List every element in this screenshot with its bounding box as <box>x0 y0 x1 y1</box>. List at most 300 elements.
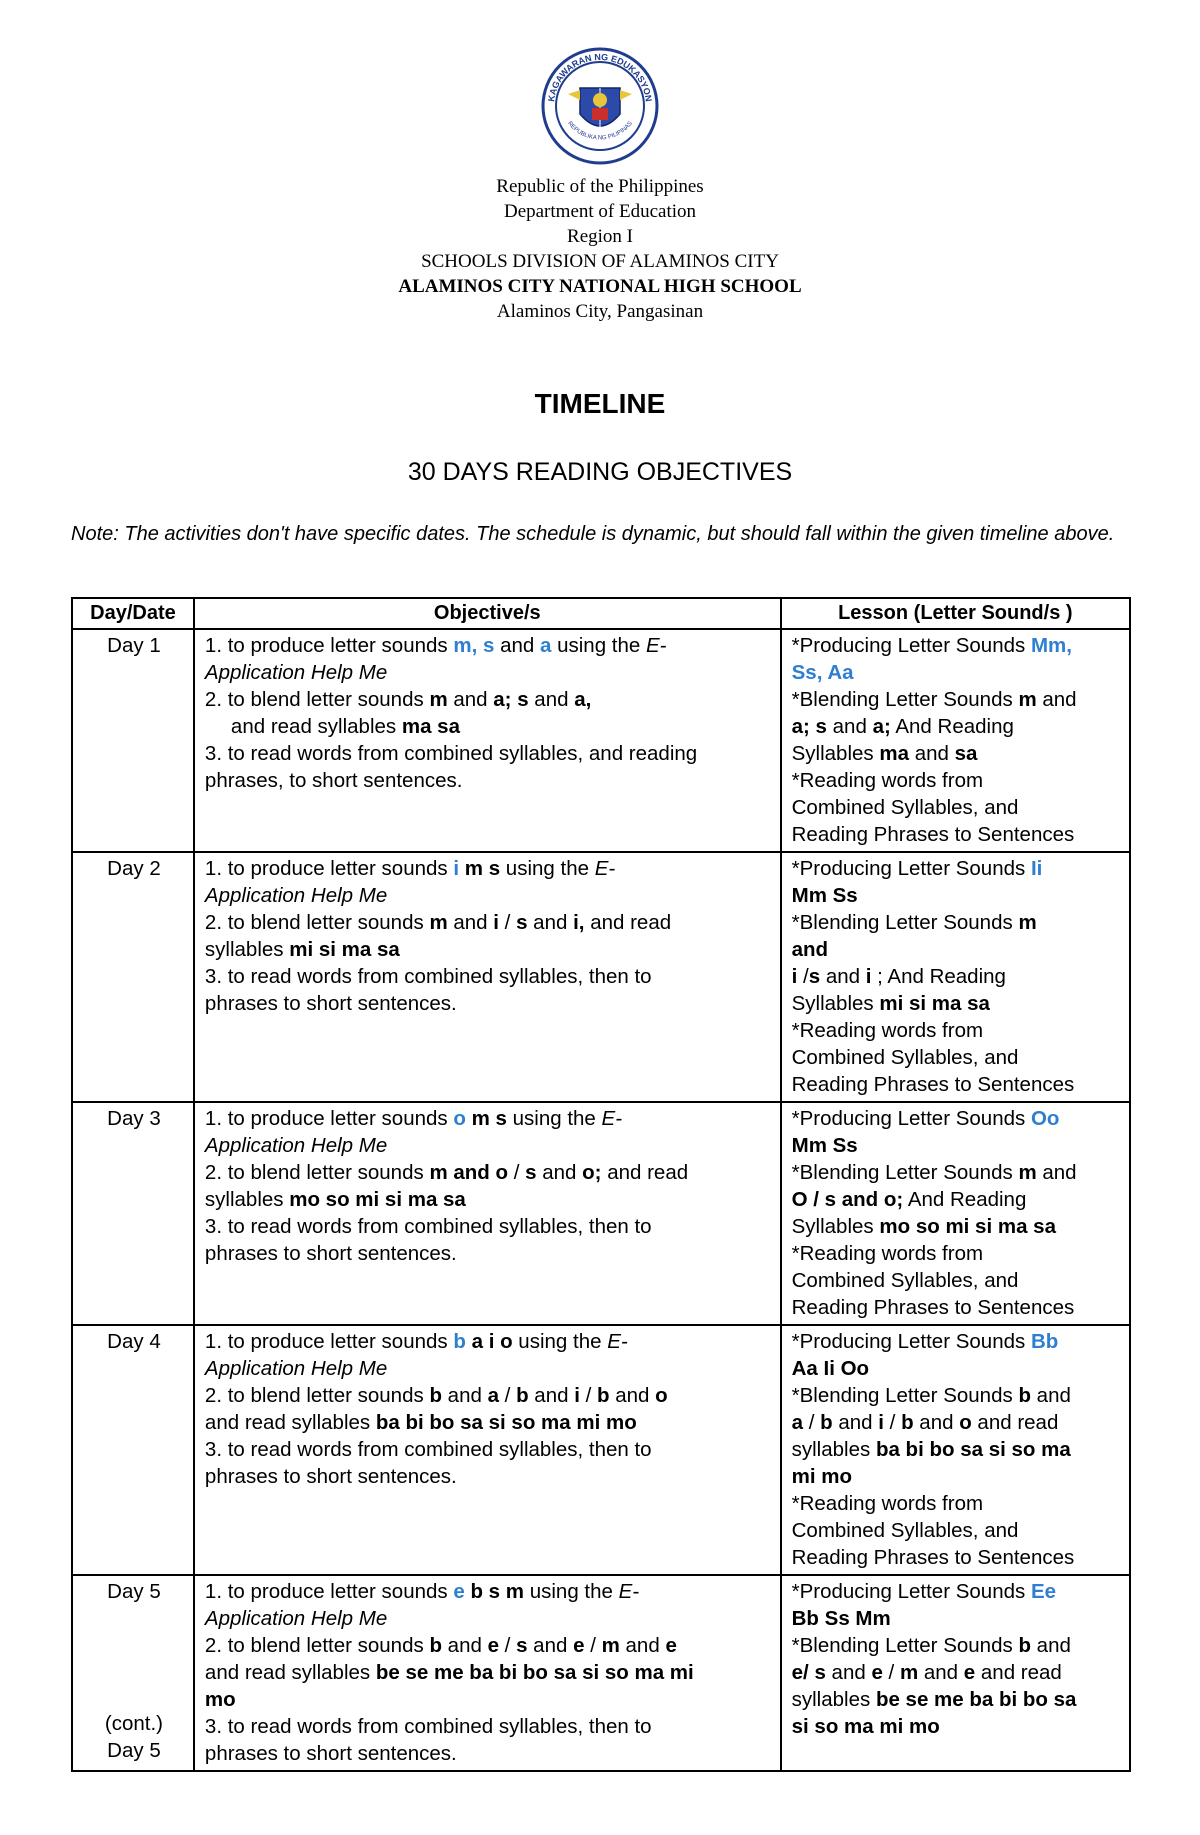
text-run: i <box>493 911 499 934</box>
text-line <box>205 1436 772 1463</box>
text-run: b s m <box>470 1580 525 1603</box>
text-line <box>205 713 772 740</box>
text-run: e/ <box>791 1661 809 1684</box>
text-run: 1. to produce letter sounds <box>204 1107 454 1130</box>
text-line <box>792 882 1121 909</box>
text-run: And Reading <box>903 1188 1027 1211</box>
text-run: Aa Ii Oo <box>791 1357 870 1380</box>
text-run: and <box>447 688 494 711</box>
table-row <box>72 629 1130 852</box>
text-run: syllables <box>791 1438 876 1461</box>
text-run: Mm Ss <box>791 1134 858 1157</box>
text-run: mo <box>204 1688 236 1711</box>
text-line <box>205 1328 772 1355</box>
text-line <box>792 855 1121 882</box>
text-run: 3. to read words from combined syllables, and reading <box>204 742 698 765</box>
text-run: o <box>959 1411 972 1434</box>
text-run: / <box>498 911 517 934</box>
text-line <box>792 1159 1121 1186</box>
text-run: 3. to read words from combined syllables, then to <box>204 1438 652 1461</box>
text-run: 3. to read words from combined syllables, then to <box>204 1715 652 1738</box>
column-header-objectives: Objective/s <box>194 598 781 629</box>
text-run: Mm, <box>1030 634 1072 657</box>
text-run: s <box>814 1661 826 1684</box>
text-run: Combined Syllables, and <box>791 796 1019 819</box>
table-row <box>72 1102 1130 1325</box>
text-run: mi si ma sa <box>289 938 400 961</box>
text-line <box>205 1159 772 1186</box>
text-run: e <box>487 1634 499 1657</box>
text-line <box>792 1267 1121 1294</box>
timeline-table <box>71 597 1131 1772</box>
text-run: and <box>494 634 540 657</box>
letterhead-school: ALAMINOS CITY NATIONAL HIGH SCHOOL <box>398 276 802 297</box>
text-run: sa <box>954 742 978 765</box>
text-run: 2. to blend letter sounds <box>204 911 430 934</box>
text-line <box>792 821 1121 848</box>
text-line <box>792 909 1121 936</box>
text-run: e <box>963 1661 976 1684</box>
text-run: *Reading words from <box>791 769 984 792</box>
text-run: *Reading words from <box>791 1019 984 1042</box>
text-run: Combined Syllables, and <box>791 1269 1019 1292</box>
text-run: and <box>1030 1634 1071 1657</box>
text-line <box>792 963 1121 990</box>
text-run: si so ma mi mo <box>791 1715 940 1738</box>
day-label: Day 5 <box>107 1580 161 1603</box>
text-run: / <box>797 965 809 988</box>
text-line <box>205 1240 772 1267</box>
text-run: m <box>429 911 448 934</box>
column-header-day: Day/Date <box>72 598 194 629</box>
text-line <box>205 1409 772 1436</box>
text-line <box>792 1105 1121 1132</box>
text-line <box>205 990 772 1017</box>
text-run: using the <box>524 1580 619 1603</box>
text-run: *Blending Letter Sounds <box>791 911 1019 934</box>
text-run: Application Help Me <box>204 661 388 684</box>
text-run: i <box>878 1411 884 1434</box>
text-run: be se me ba bi bo sa <box>875 1688 1077 1711</box>
text-run: o <box>655 1384 668 1407</box>
text-run: 1. to produce letter sounds <box>204 1580 454 1603</box>
text-line <box>205 1186 772 1213</box>
text-line <box>792 1713 1121 1740</box>
letterhead-region: Region I <box>567 226 633 247</box>
text-line <box>205 1578 772 1605</box>
text-line <box>205 1659 772 1686</box>
text-run: 1. to produce letter sounds <box>204 1330 454 1353</box>
text-line <box>205 1713 772 1740</box>
text-run: m <box>899 1661 919 1684</box>
text-run: m <box>429 688 448 711</box>
text-run: b <box>901 1411 914 1434</box>
text-run: b <box>453 1330 466 1353</box>
table-row <box>72 852 1130 1102</box>
text-run: Ss, Aa <box>791 661 854 684</box>
text-run: Syllables <box>791 992 880 1015</box>
day-continued-label: (cont.) <box>104 1712 164 1735</box>
text-run: syllables <box>204 1188 290 1211</box>
text-run: Reading Phrases to Sentences <box>791 823 1075 846</box>
text-run: and read syllables <box>204 1411 376 1434</box>
text-run: *Producing Letter Sounds <box>791 1580 1031 1603</box>
text-run: Oo <box>1030 1107 1060 1130</box>
objectives-cell <box>194 629 781 852</box>
text-run: 3. to read words from combined syllables, then to <box>204 1215 652 1238</box>
text-line <box>205 767 772 794</box>
text-run: Reading Phrases to Sentences <box>791 1296 1075 1319</box>
text-line <box>792 990 1121 1017</box>
text-run: *Producing Letter Sounds <box>791 634 1031 657</box>
text-line <box>792 1436 1121 1463</box>
text-line <box>792 1490 1121 1517</box>
text-run: s <box>525 1161 537 1184</box>
text-run: and <box>527 1634 574 1657</box>
text-line <box>205 686 772 713</box>
text-run: syllables <box>204 938 290 961</box>
text-run: i <box>791 965 798 988</box>
text-line <box>205 1740 772 1767</box>
text-line <box>792 1409 1121 1436</box>
letterhead-division: SCHOOLS DIVISION OF ALAMINOS CITY <box>421 251 779 272</box>
text-run: and <box>791 938 829 961</box>
text-line <box>792 1605 1121 1632</box>
text-line <box>792 1463 1121 1490</box>
text-run: phrases to short sentences. <box>204 1465 457 1488</box>
day-label: Day 4 <box>107 1330 161 1353</box>
text-run: E- <box>646 634 667 657</box>
text-run: a <box>487 1384 499 1407</box>
letterhead-location: Alaminos City, Pangasinan <box>496 301 704 322</box>
text-run: phrases, to short sentences. <box>204 769 463 792</box>
text-run: and read <box>601 1161 689 1184</box>
table-row <box>72 1575 1130 1771</box>
text-run: Combined Syllables, and <box>791 1046 1019 1069</box>
day-label: Day 2 <box>107 857 161 880</box>
letterhead <box>0 174 1200 324</box>
text-run: m and o <box>429 1161 509 1184</box>
text-run: 3. to read words from combined syllables, then to <box>204 965 652 988</box>
text-run: 1. to produce letter sounds <box>204 857 454 880</box>
text-run: and <box>441 1384 488 1407</box>
text-run: m, s <box>453 634 495 657</box>
text-run: and read <box>975 1661 1062 1684</box>
day-cell <box>72 629 194 852</box>
text-run: and <box>528 688 575 711</box>
text-line <box>792 1240 1121 1267</box>
text-run: ma <box>879 742 910 765</box>
text-run: Application Help Me <box>204 1607 388 1630</box>
column-header-lesson: Lesson (Letter Sound/s ) <box>781 598 1130 629</box>
text-run: and <box>820 965 866 988</box>
text-run: Bb <box>1030 1330 1059 1353</box>
text-run: e <box>665 1634 677 1657</box>
text-run: using the <box>506 1107 602 1130</box>
text-run: phrases to short sentences. <box>204 1242 457 1265</box>
text-run: and <box>1030 1384 1071 1407</box>
text-line <box>792 1382 1121 1409</box>
text-run: s <box>516 1634 528 1657</box>
text-run: ma sa <box>401 715 460 738</box>
day-continued-day-label: Day 5 <box>107 1739 161 1762</box>
text-line <box>205 1382 772 1409</box>
text-run: a, <box>574 688 592 711</box>
text-run: and <box>447 911 494 934</box>
text-run: / <box>579 1384 598 1407</box>
text-line <box>792 1213 1121 1240</box>
text-run: and <box>832 1411 879 1434</box>
text-run: *Reading words from <box>791 1492 984 1515</box>
text-line <box>205 855 772 882</box>
text-run: *Producing Letter Sounds <box>791 1330 1031 1353</box>
text-run: using the <box>512 1330 608 1353</box>
text-line <box>792 1686 1121 1713</box>
text-run: and read syllables <box>204 1661 376 1684</box>
text-run: m s <box>471 1107 507 1130</box>
text-run: e <box>453 1580 465 1603</box>
text-run: and <box>536 1161 583 1184</box>
text-run: ba bi bo sa si so ma mi mo <box>375 1411 637 1434</box>
text-run: s <box>808 965 821 988</box>
text-run: and <box>918 1661 964 1684</box>
schedule-note: Note: The activities don't have specific dates. The schedule is dynamic, but should fall within the given timeline above. <box>71 523 1115 545</box>
text-run: *Blending Letter Sounds <box>791 1161 1019 1184</box>
day-cell <box>72 1325 194 1575</box>
text-line <box>792 1544 1121 1571</box>
text-line <box>205 882 772 909</box>
text-run: and read <box>584 911 672 934</box>
lesson-cell <box>781 1325 1130 1575</box>
document-subtitle: 30 DAYS READING OBJECTIVES <box>407 458 793 486</box>
text-run: *Reading words from <box>791 1242 984 1265</box>
text-run: Ee <box>1030 1580 1057 1603</box>
day-cell <box>72 1102 194 1325</box>
text-run: b <box>1018 1634 1031 1657</box>
text-line <box>792 659 1121 686</box>
lesson-cell <box>781 1575 1130 1771</box>
text-line <box>205 632 772 659</box>
text-run: and <box>1036 688 1077 711</box>
text-run: *Blending Letter Sounds <box>791 1634 1019 1657</box>
text-line <box>205 909 772 936</box>
text-run: / <box>508 1161 526 1184</box>
text-line <box>792 1132 1121 1159</box>
text-run: Application Help Me <box>204 1357 388 1380</box>
text-line <box>792 1044 1121 1071</box>
text-run: ba bi bo sa si so ma <box>875 1438 1071 1461</box>
text-run: 2. to blend letter sounds <box>204 1161 430 1184</box>
lesson-cell <box>781 629 1130 852</box>
text-line <box>205 1213 772 1240</box>
text-line <box>792 1071 1121 1098</box>
text-run: Mm Ss <box>791 884 858 907</box>
day-label: Day 1 <box>107 634 161 657</box>
lesson-cell <box>781 852 1130 1102</box>
text-line <box>792 632 1121 659</box>
text-run: and <box>826 715 873 738</box>
text-run: *Producing Letter Sounds <box>791 857 1031 880</box>
day-cell <box>72 1575 194 1771</box>
objectives-cell <box>194 852 781 1102</box>
text-run: *Blending Letter Sounds <box>791 688 1019 711</box>
text-run: a <box>791 1411 804 1434</box>
text-run: E- <box>594 857 616 880</box>
text-run: m <box>1018 688 1037 711</box>
text-run: b <box>516 1384 529 1407</box>
text-run: Combined Syllables, and <box>791 1519 1019 1542</box>
text-run: m <box>1018 1161 1037 1184</box>
objectives-cell <box>194 1325 781 1575</box>
text-run: and read syllables <box>230 715 402 738</box>
text-run: b <box>1018 1384 1031 1407</box>
text-run: O / s and o; <box>791 1188 904 1211</box>
text-line <box>792 686 1121 713</box>
text-line <box>792 1632 1121 1659</box>
text-run: / <box>882 1661 900 1684</box>
text-run: mo so mi si ma sa <box>289 1188 466 1211</box>
text-run: b <box>429 1384 442 1407</box>
text-run: Application Help Me <box>204 1134 388 1157</box>
text-line <box>205 1355 772 1382</box>
text-run: a <box>540 634 552 657</box>
text-run: phrases to short sentences. <box>204 1742 457 1765</box>
text-run: a i o <box>471 1330 513 1353</box>
text-run: / <box>883 1411 902 1434</box>
svg-text:KAGAWARAN NG EDUKASYON: KAGAWARAN NG EDUKASYON <box>546 51 654 103</box>
text-line <box>792 1294 1121 1321</box>
text-run: m <box>601 1634 620 1657</box>
day-cell <box>72 852 194 1102</box>
text-run: phrases to short sentences. <box>204 992 457 1015</box>
text-run: Syllables <box>791 1215 880 1238</box>
svg-text:REPUBLIKA NG PILIPINAS: REPUBLIKA NG PILIPINAS <box>566 120 634 142</box>
text-line <box>792 1578 1121 1605</box>
table-row <box>72 1325 1130 1575</box>
text-line <box>792 1017 1121 1044</box>
text-run: i <box>865 965 872 988</box>
text-run: m <box>1018 911 1037 934</box>
text-run: o; <box>582 1161 602 1184</box>
text-run: / <box>498 1384 517 1407</box>
text-run: E- <box>607 1330 628 1353</box>
text-run: syllables <box>791 1688 876 1711</box>
day-label: Day 3 <box>107 1107 161 1130</box>
text-run: e <box>871 1661 883 1684</box>
text-run: b <box>820 1411 833 1434</box>
text-line <box>792 713 1121 740</box>
text-run: and <box>619 1634 666 1657</box>
text-line <box>792 1659 1121 1686</box>
text-line <box>792 740 1121 767</box>
text-line <box>205 659 772 686</box>
document-title: TIMELINE <box>534 388 666 419</box>
text-run: o <box>453 1107 466 1130</box>
text-run: 2. to blend letter sounds <box>204 688 430 711</box>
text-run: and <box>825 1661 872 1684</box>
text-run: i <box>453 857 460 880</box>
text-run: E- <box>601 1107 623 1130</box>
text-run: mo so mi si ma sa <box>879 1215 1056 1238</box>
text-line <box>205 1632 772 1659</box>
objectives-cell <box>194 1575 781 1771</box>
text-run: Reading Phrases to Sentences <box>791 1073 1075 1096</box>
text-run: b <box>429 1634 442 1657</box>
text-run: and <box>441 1634 488 1657</box>
text-line <box>205 1463 772 1490</box>
text-run: and <box>527 911 574 934</box>
text-line <box>792 1355 1121 1382</box>
text-line <box>792 767 1121 794</box>
letterhead-department: Department of Education <box>503 201 697 222</box>
text-line <box>205 1132 772 1159</box>
text-run: m s <box>464 857 501 880</box>
text-run: And Reading <box>890 715 1014 738</box>
text-line <box>205 963 772 990</box>
text-run: mi si ma sa <box>879 992 990 1015</box>
text-run: using the <box>500 857 595 880</box>
lesson-cell <box>781 1102 1130 1325</box>
text-line <box>792 1186 1121 1213</box>
text-run: and read <box>971 1411 1059 1434</box>
text-run: using the <box>551 634 646 657</box>
text-run: s <box>516 911 528 934</box>
text-run: i <box>574 1384 580 1407</box>
text-run: be se me ba bi bo sa si so ma mi <box>375 1661 694 1684</box>
text-run: E- <box>618 1580 640 1603</box>
text-line <box>205 1105 772 1132</box>
text-run: / <box>584 1634 602 1657</box>
text-line <box>792 936 1121 963</box>
text-run: Ii <box>1030 857 1043 880</box>
text-run: / <box>498 1634 517 1657</box>
text-run: i, <box>573 911 585 934</box>
text-run: and <box>1036 1161 1077 1184</box>
text-run: 1. to produce letter sounds <box>204 634 454 657</box>
text-line <box>205 740 772 767</box>
text-run: e <box>573 1634 585 1657</box>
text-line <box>792 794 1121 821</box>
text-run: 2. to blend letter sounds <box>204 1384 430 1407</box>
text-run: *Producing Letter Sounds <box>791 1107 1031 1130</box>
text-run: and <box>528 1384 575 1407</box>
text-run: and <box>913 1411 960 1434</box>
text-run: a; s <box>493 688 529 711</box>
text-run: / <box>803 1411 821 1434</box>
text-run: ; And Reading <box>871 965 1006 988</box>
text-line <box>792 1328 1121 1355</box>
text-line <box>205 936 772 963</box>
text-run: mi mo <box>791 1465 852 1488</box>
text-line <box>205 1605 772 1632</box>
text-run: *Blending Letter Sounds <box>791 1384 1019 1407</box>
text-run: 2. to blend letter sounds <box>204 1634 430 1657</box>
text-run: Syllables <box>791 742 880 765</box>
letterhead-republic: Republic of the Philippines <box>496 176 704 197</box>
text-run: and <box>609 1384 656 1407</box>
deped-seal-logo <box>540 46 660 166</box>
text-run: and <box>909 742 955 765</box>
table-header-row <box>72 598 1130 629</box>
text-run: b <box>597 1384 610 1407</box>
text-run: a; s <box>791 715 827 738</box>
text-run: a; <box>872 715 891 738</box>
text-run: Reading Phrases to Sentences <box>791 1546 1075 1569</box>
text-run: Bb Ss Mm <box>791 1607 891 1630</box>
text-line <box>205 1686 772 1713</box>
objectives-cell <box>194 1102 781 1325</box>
text-run: Application Help Me <box>204 884 388 907</box>
